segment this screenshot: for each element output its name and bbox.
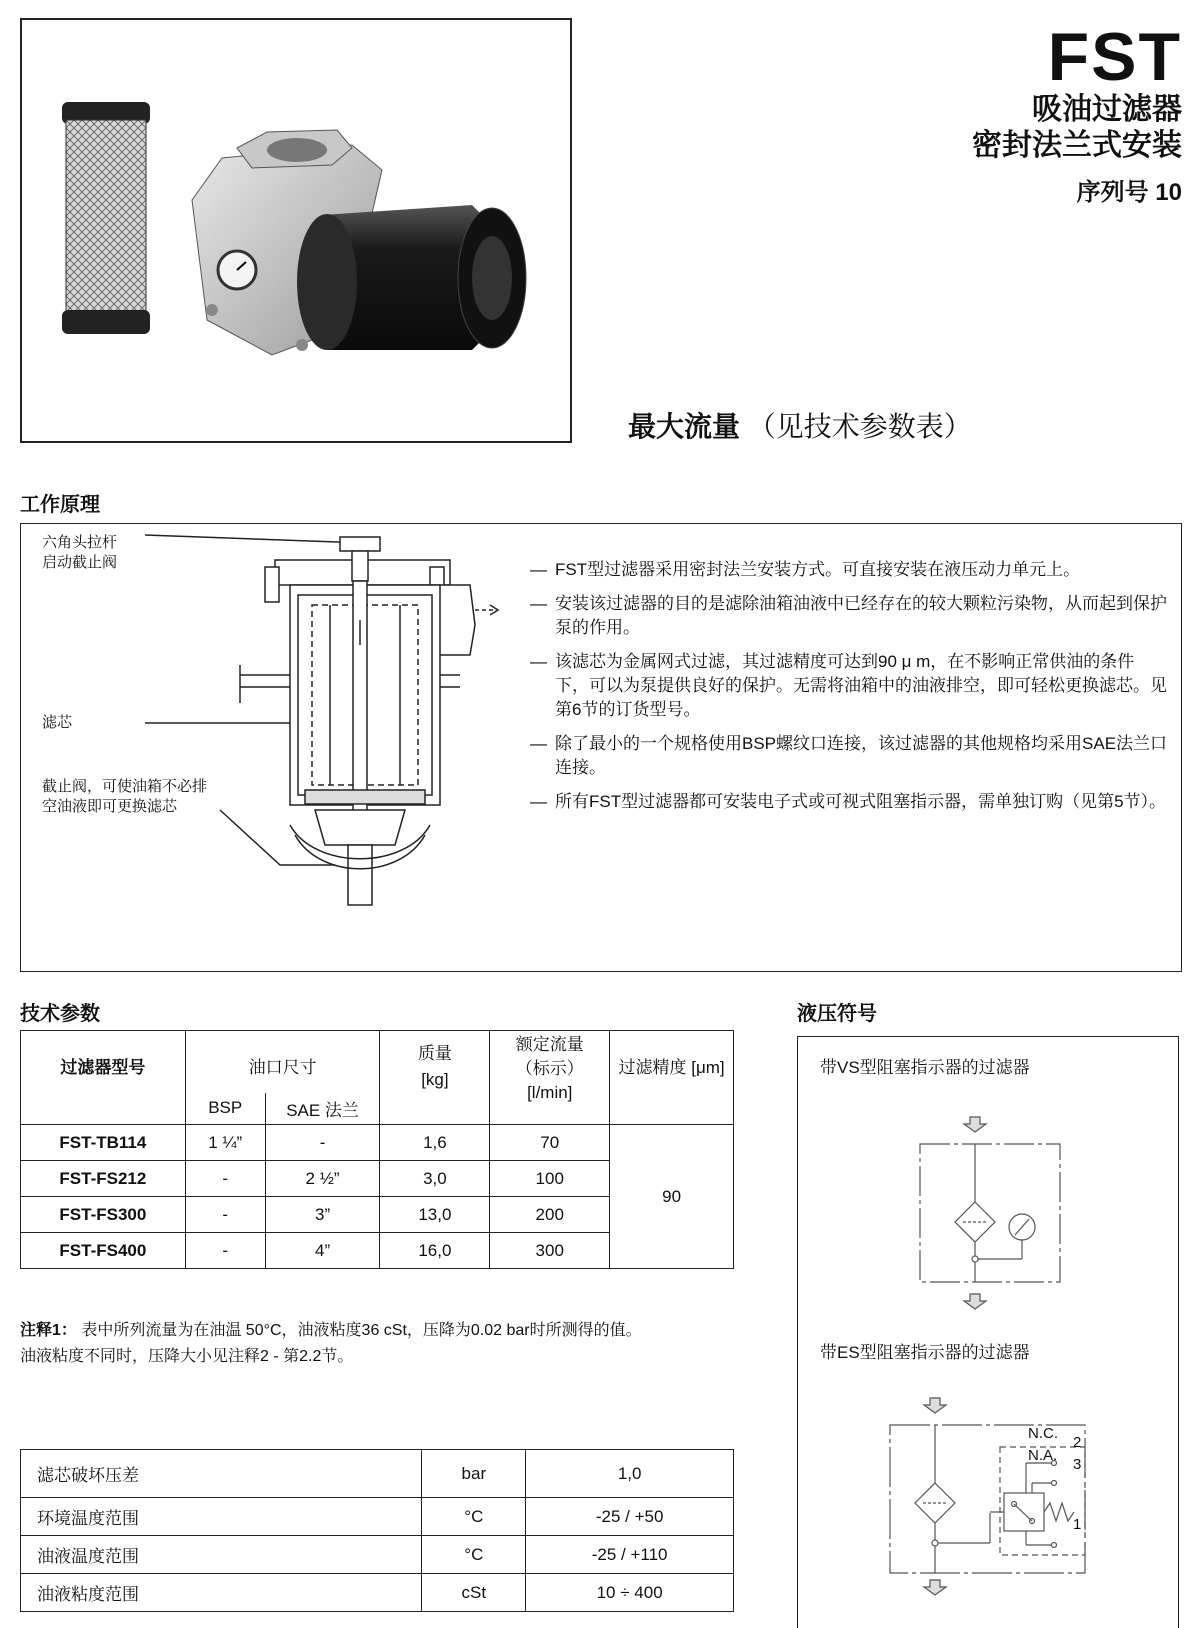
serial-number: 序列号 10 — [1076, 179, 1182, 206]
th-sae: SAE 法兰 — [265, 1093, 380, 1125]
product-photo — [20, 18, 572, 443]
note-text-2: 油液粘度不同时，压降大小见注释2 - 第2.2节。 — [20, 1348, 354, 1365]
vs-label: 带VS型阻塞指示器的过滤器 — [820, 1058, 1030, 1077]
es-symbol — [880, 1393, 1100, 1598]
table-row: FST-TB114 1 ¼” - 1,6 70 90 — [21, 1125, 734, 1161]
max-flow-note: （见技术参数表） — [747, 411, 972, 442]
filter-element-image — [62, 102, 150, 334]
label-hex-rod — [42, 532, 117, 572]
bullet-item: — 安装该过滤器的目的是滤除油箱油液中已经存在的较大颗粒污染物，从而起到保护泵的作用。 — [530, 594, 1167, 637]
th-rating: 过滤精度 [μm] — [610, 1031, 734, 1125]
th-model: 过滤器型号 — [21, 1031, 186, 1125]
params-table — [20, 1449, 734, 1612]
bullet-item: — 除了最小的一个规格使用BSP螺纹口连接，该过滤器的其他规格均采用SAE法兰口连接。 — [530, 734, 1168, 777]
vs-symbol — [910, 1112, 1070, 1317]
cross-section-drawing — [140, 525, 500, 945]
product-code: FST — [1047, 19, 1182, 95]
rating-value: 90 — [610, 1125, 734, 1269]
table-row: FST-FS300 - 3” 13,0 200 — [21, 1197, 734, 1233]
filter-housing-image — [192, 130, 526, 355]
pin-3: 3 — [1073, 1456, 1082, 1473]
title-block — [972, 19, 1182, 207]
table-row: FST-FS400 - 4” 16,0 300 — [21, 1233, 734, 1269]
max-flow-line — [628, 405, 972, 445]
note-text-1: 表中所列流量为在油温 50°C，油液粘度36 cSt，压降为0.02 bar时所测得的值。 — [81, 1322, 642, 1339]
es-label: 带ES型阻塞指示器的过滤器 — [820, 1343, 1030, 1362]
th-bsp: BSP — [185, 1093, 265, 1125]
table-row: 油液粘度范围 cSt 10 ÷ 400 — [21, 1574, 734, 1612]
bullet-item: — 该滤芯为金属网式过滤，其过滤精度可达到90 μ m，在不影响正常供油的条件下，可以为泵提供良好的保护。无需将油箱中的油液排空，即可轻松更换滤芯。见第6节的订货型号。 — [530, 652, 1167, 719]
th-mass: 质量 [kg] — [380, 1031, 490, 1125]
max-flow-label: 最大流量 — [628, 411, 741, 442]
table-row: 环境温度范围 °C -25 / +50 — [21, 1498, 734, 1536]
note-1 — [20, 1318, 740, 1370]
table-row: 油液温度范围 °C -25 / +110 — [21, 1536, 734, 1574]
product-title-line1: 吸油过滤器 — [1032, 93, 1182, 126]
label-hex-rod-line2: 启动截止阀 — [42, 553, 118, 571]
na-label: N.A. — [1028, 1447, 1058, 1464]
label-shutoff-valve-line2: 空油液即可更换滤芯 — [42, 797, 178, 815]
label-element: 滤芯 — [42, 713, 73, 731]
tech-heading: 技术参数 — [20, 1003, 100, 1025]
principle-bullets — [530, 558, 1168, 824]
label-shutoff-valve-line1: 截止阀，可使油箱不必排 — [42, 777, 208, 795]
bullet-item: — 所有FST型过滤器都可安装电子式或可视式阻塞指示器，需单独订购（见第5节）。 — [530, 792, 1167, 811]
hydraulic-heading: 液压符号 — [797, 1003, 877, 1025]
bullet-item: — FST型过滤器采用密封法兰安装方式。可直接安装在液压动力单元上。 — [530, 560, 1081, 579]
note-label: 注释1： — [20, 1322, 77, 1339]
table-row: 滤芯破坏压差 bar 1,0 — [21, 1450, 734, 1498]
pin-2: 2 — [1073, 1434, 1082, 1451]
table-row: FST-FS212 - 2 ½” 3,0 100 — [21, 1161, 734, 1197]
th-flow: 额定流量 （标示） [l/min] — [490, 1031, 610, 1125]
principle-heading: 工作原理 — [20, 494, 100, 516]
label-hex-rod-line1: 六角头拉杆 — [42, 533, 118, 551]
product-title-line2: 密封法兰式安装 — [972, 129, 1182, 162]
th-port: 油口尺寸 — [185, 1031, 380, 1093]
tech-table — [20, 1030, 734, 1269]
pin-1: 1 — [1073, 1516, 1082, 1533]
nc-label: N.C. — [1028, 1425, 1058, 1442]
product-photo-illustration — [22, 20, 572, 443]
